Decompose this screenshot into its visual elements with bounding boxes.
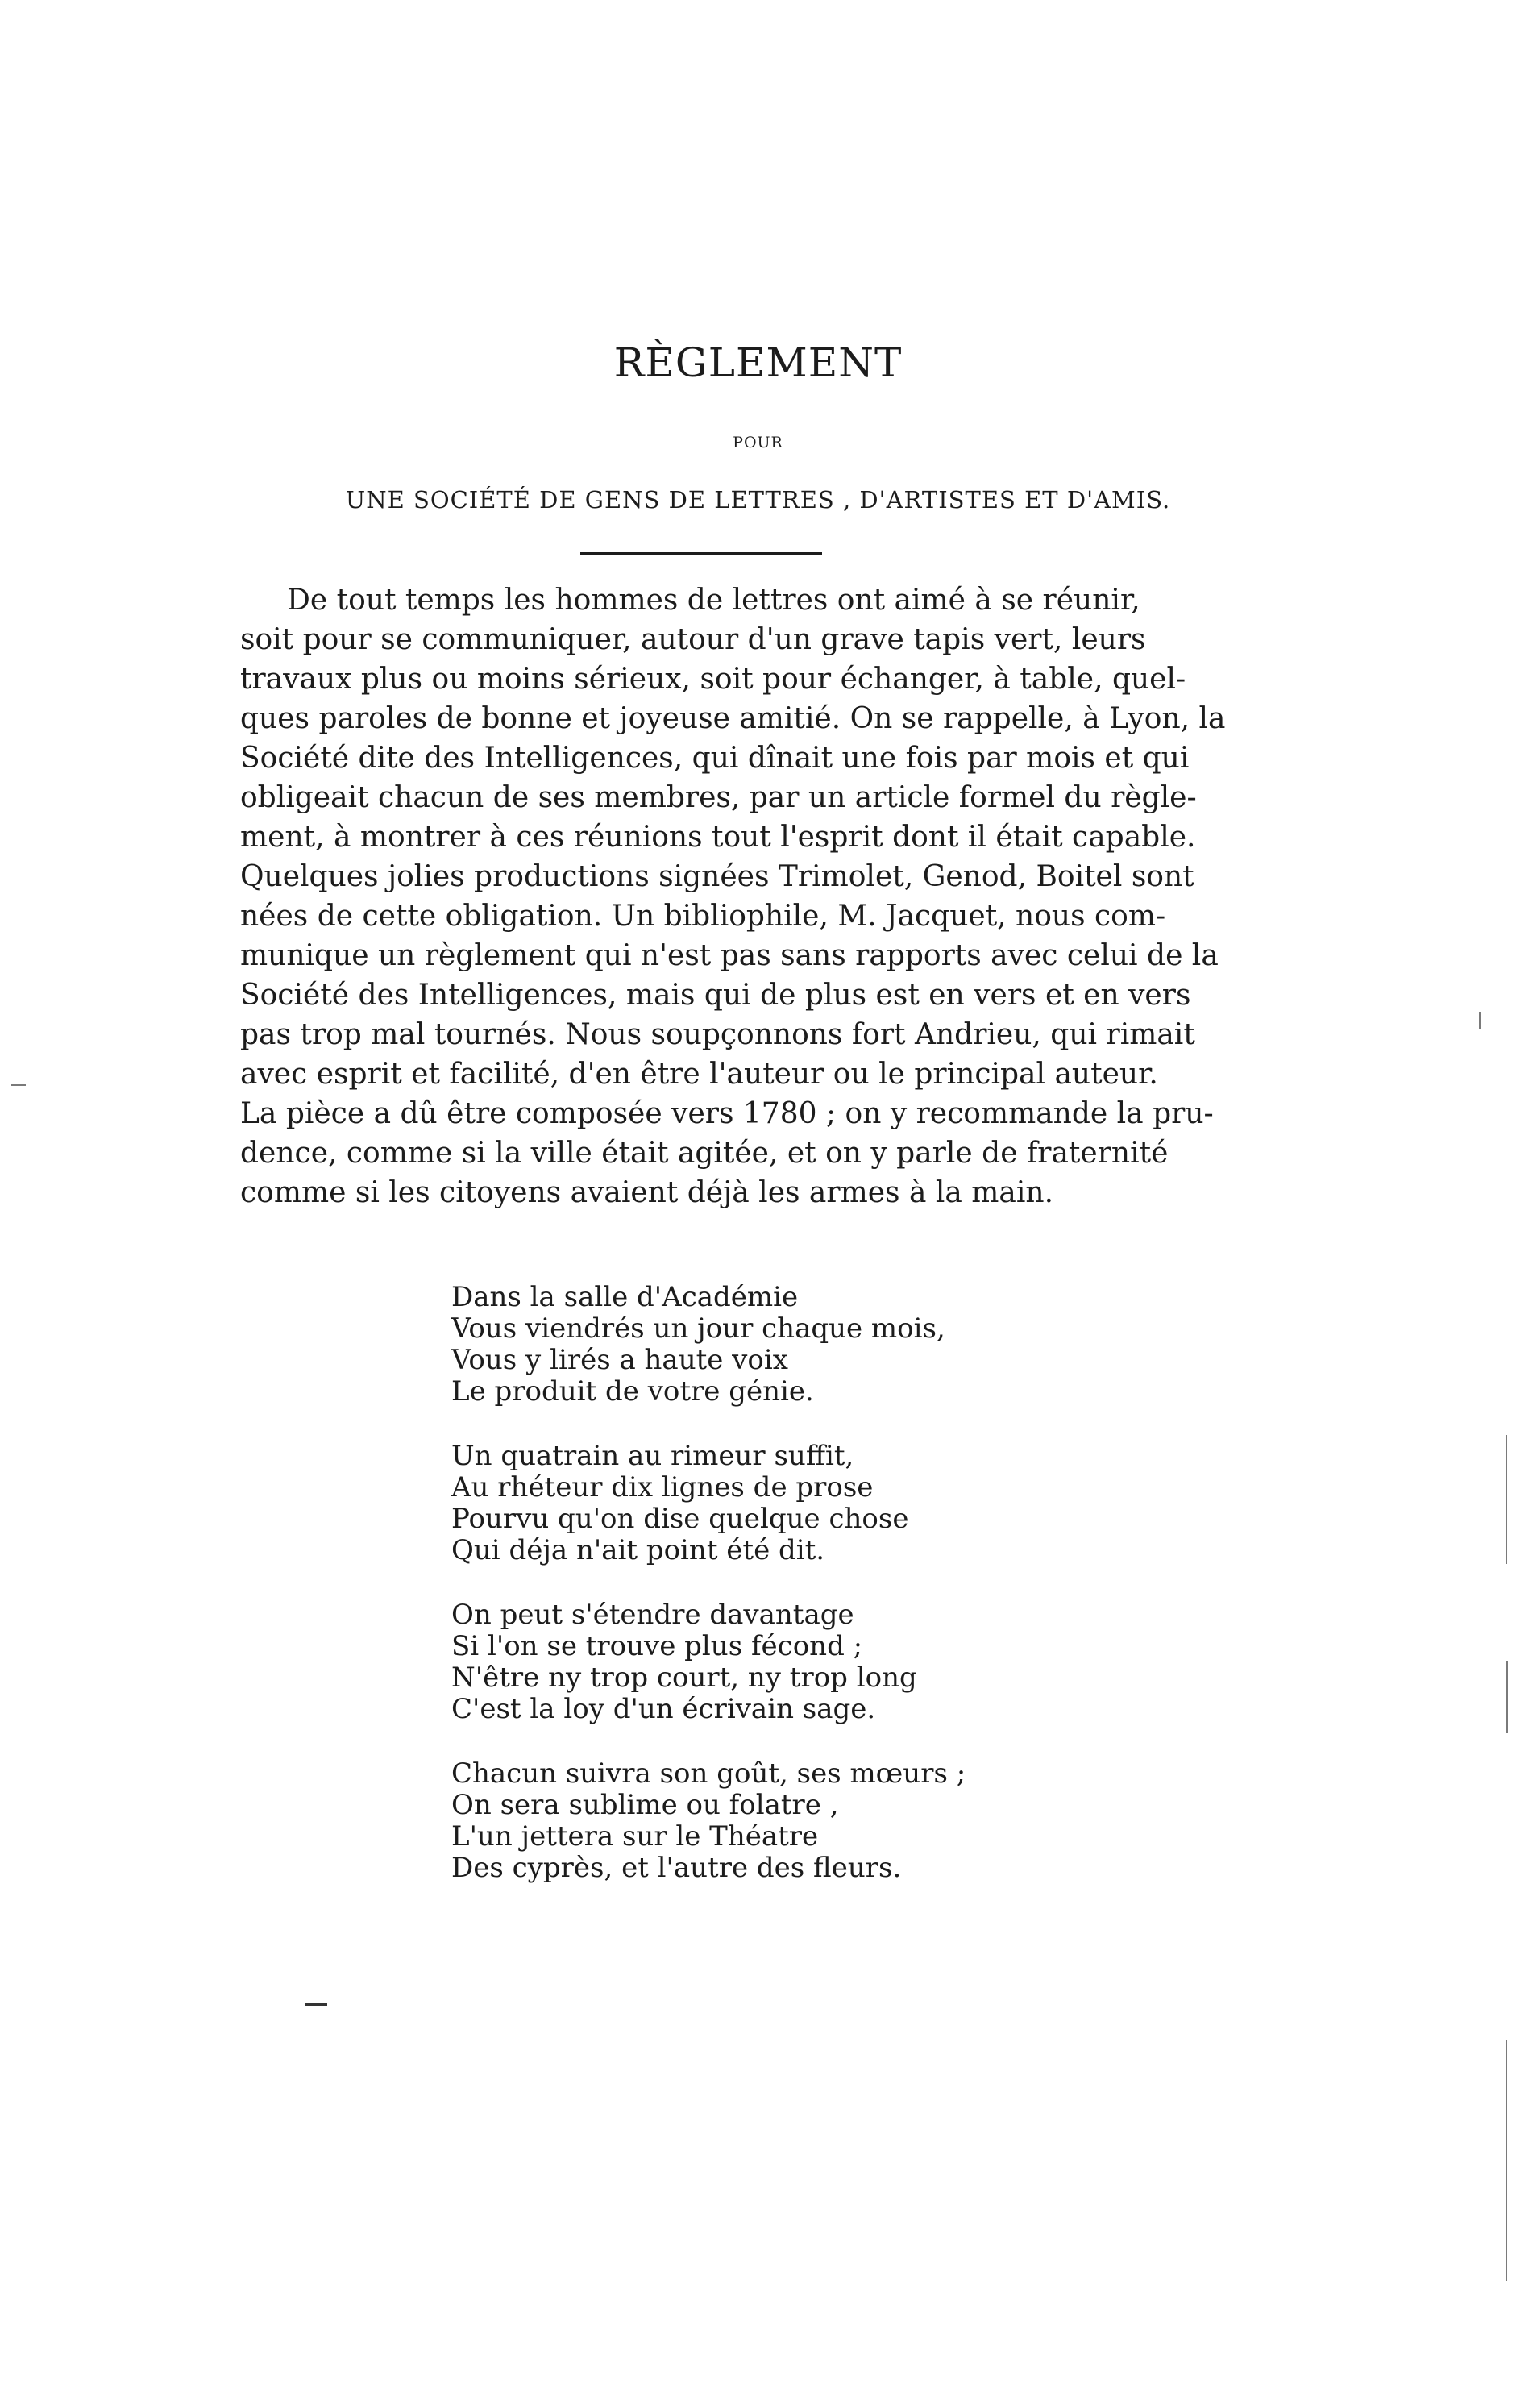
- prose-line: De tout temps les hommes de lettres ont aimé à se réunir,: [287, 584, 1140, 617]
- prose-line: avec esprit et facilité, d'en être l'auteur ou le principal auteur.: [240, 1058, 1158, 1091]
- scan-mark: [1506, 2040, 1507, 2281]
- verse-line: C'est la loy d'un écrivain sage.: [451, 1693, 876, 1725]
- prose-line: travaux plus ou moins sérieux, soit pour échanger, à table, quel-: [240, 663, 1186, 696]
- verse-block: [451, 1282, 1016, 1917]
- prose-line: nées de cette obligation. Un bibliophile, M. Jacquet, nous com-: [240, 900, 1166, 933]
- verse-line: Qui déja n'ait point été dit.: [451, 1534, 825, 1566]
- prose-line: ques paroles de bonne et joyeuse amitié. On se rappelle, à Lyon, la: [240, 702, 1226, 735]
- scan-mark: [1506, 1661, 1508, 1733]
- stanza: [451, 1758, 1016, 1884]
- verse-line: Dans la salle d'Académie: [451, 1281, 799, 1313]
- verse-line: On peut s'étendre davantage: [451, 1599, 854, 1631]
- scan-mark: [305, 2003, 327, 2006]
- prose-line: La pièce a dû être composée vers 1780 ; on y recommande la pru-: [240, 1097, 1214, 1130]
- prose-line: pas trop mal tournés. Nous soupçonnons fort Andrieu, qui rimait: [240, 1018, 1195, 1051]
- verse-line: Le produit de votre génie.: [451, 1375, 814, 1408]
- verse-line: L'un jettera sur le Théatre: [451, 1820, 819, 1853]
- page-subtitle: UNE SOCIÉTÉ DE GENS DE LETTRES , D'ARTISTES ET D'AMIS.: [345, 486, 1171, 514]
- introduction-paragraph: [240, 580, 1226, 1212]
- scan-mark: [1506, 1435, 1507, 1564]
- prose-line: dence, comme si la ville était agitée, et on y parle de fraternité: [240, 1137, 1169, 1170]
- prose-line: Société dite des Intelligences, qui dînait une fois par mois et qui: [240, 742, 1190, 775]
- stanza: [451, 1282, 1016, 1408]
- verse-line: Un quatrain au rimeur suffit,: [451, 1440, 854, 1472]
- verse-line: Des cyprès, et l'autre des fleurs.: [451, 1852, 902, 1884]
- title-connector: POUR: [733, 434, 783, 451]
- prose-line: obligeait chacun de ses membres, par un article formel du règle-: [240, 781, 1197, 814]
- verse-line: Vous y lirés a haute voix: [451, 1344, 788, 1376]
- prose-line: munique un règlement qui n'est pas sans rapports avec celui de la: [240, 939, 1219, 972]
- prose-line: ment, à montrer à ces réunions tout l'esprit dont il était capable.: [240, 821, 1196, 854]
- prose-line: comme si les citoyens avaient déjà les armes à la main.: [240, 1176, 1054, 1209]
- verse-line: Au rhéteur dix lignes de prose: [451, 1471, 874, 1503]
- scan-mark: [1479, 1012, 1481, 1029]
- title-rule: [580, 552, 822, 555]
- verse-line: N'être ny trop court, ny trop long: [451, 1661, 917, 1694]
- verse-line: On sera sublime ou folatre ,: [451, 1789, 839, 1821]
- prose-line: Quelques jolies productions signées Trimolet, Genod, Boitel sont: [240, 860, 1194, 893]
- prose-line: soit pour se communiquer, autour d'un grave tapis vert, leurs: [240, 623, 1146, 656]
- page-title: RÈGLEMENT: [613, 339, 903, 386]
- scan-mark: [11, 1084, 26, 1086]
- verse-line: Chacun suivra son goût, ses mœurs ;: [451, 1757, 966, 1790]
- verse-line: Vous viendrés un jour chaque mois,: [451, 1312, 945, 1345]
- stanza: [451, 1441, 1016, 1566]
- verse-line: Pourvu qu'on dise quelque chose: [451, 1503, 909, 1535]
- stanza: [451, 1599, 1016, 1725]
- verse-line: Si l'on se trouve plus fécond ;: [451, 1630, 863, 1662]
- prose-line: Société des Intelligences, mais qui de plus est en vers et en vers: [240, 979, 1191, 1012]
